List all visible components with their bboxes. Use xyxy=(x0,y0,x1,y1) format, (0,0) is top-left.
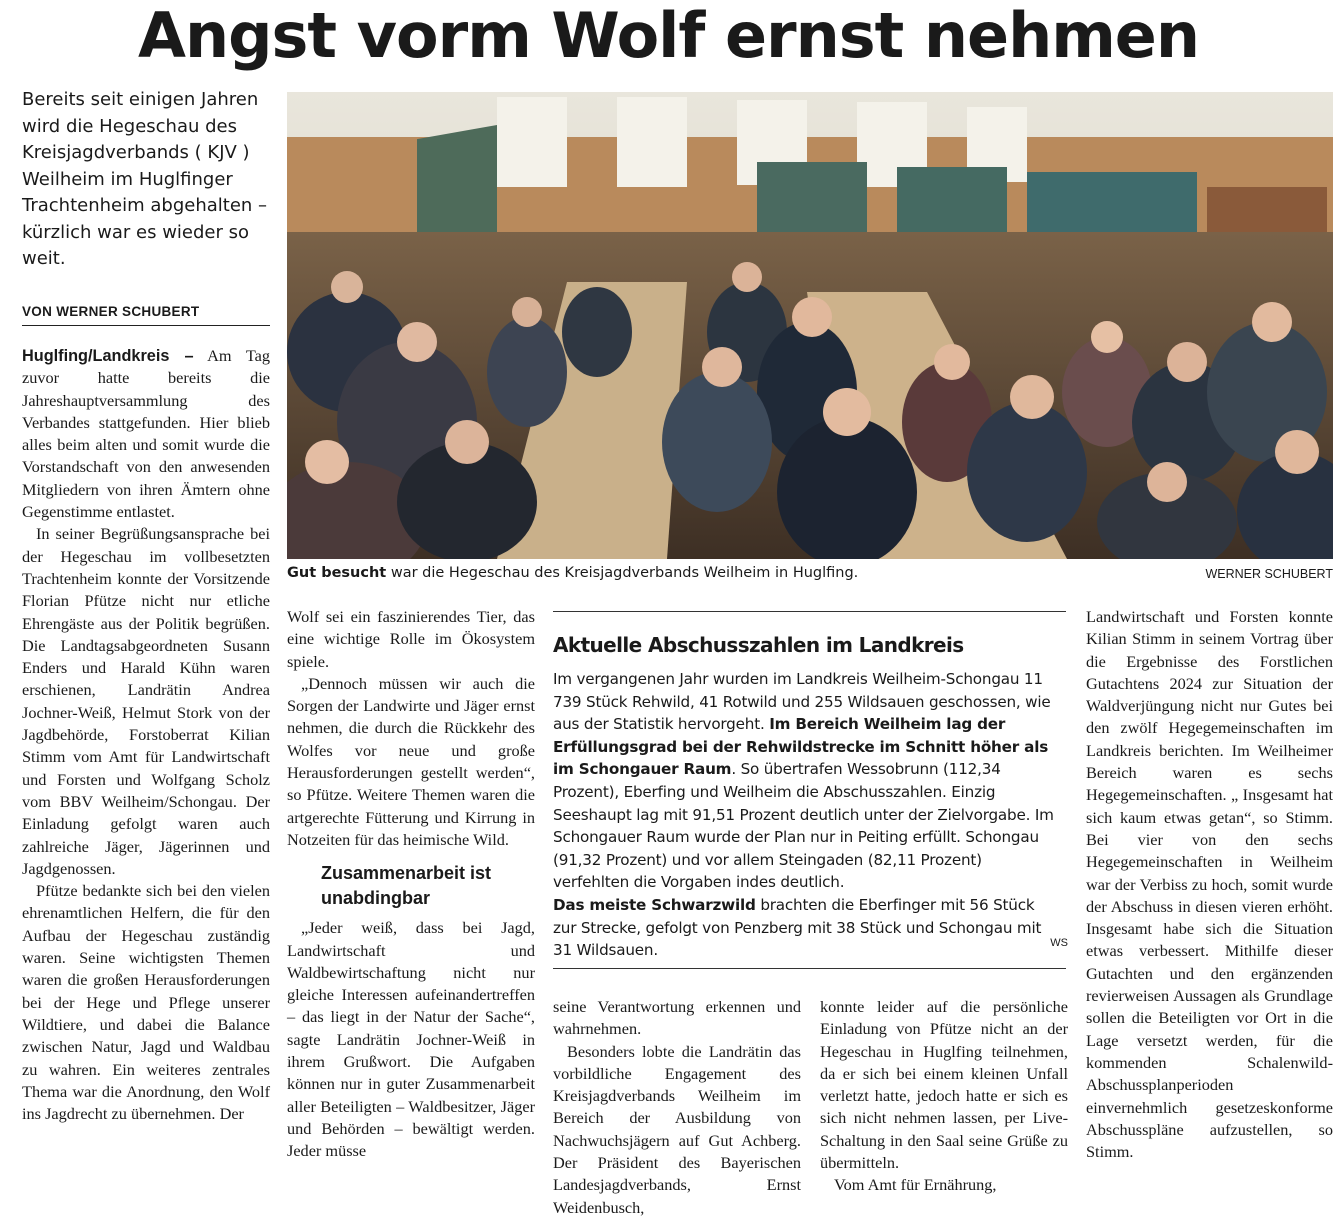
photo-credit: WERNER SCHUBERT xyxy=(1205,567,1333,581)
paragraph: Wolf sei ein faszinierendes Tier, das eine wichtige Rolle im Ökosystem spiele. xyxy=(287,607,535,671)
paragraph-text: Am Tag zuvor hatte bereits die Jahreshauptversammlung des Verbandes stattgefunden. Hier blieb alles beim alten und somit wurde die Vorstandschaft von den anwesenden Mitgliedern von ihren Ämtern ohne Gegenstimme entlastet. xyxy=(22,346,271,522)
infobox-text: Im vergangenen Jahr wurden im Landkreis Weilheim-Schongau 11 739 Stück Rehwild, 41 Rotwild und 255 Wildsauen geschossen, wie aus der Statistik hervorgeht. xyxy=(553,670,1051,734)
paragraph: konnte leider auf die persönliche Einladung von Pfütze nicht an der Hegeschau in Huglfing teilnehmen, da er sich bei einem kleinen Unfall verletzt hatte, jedoch hatte er sich es sich nicht nehmen lassen, per Live-Schaltung in den Saal seine Grüße zu übermitteln. xyxy=(820,997,1068,1173)
byline: VON WERNER SCHUBERT xyxy=(22,304,200,319)
column-2 xyxy=(287,606,535,1163)
infobox-text: . So übertrafen Wessobrunn (112,34 Prozent), Eberfing und Weilheim die Abschusszahlen. Einzig Seeshaupt lag mit 91,51 Prozent deutlich unter der Zielvorgabe. Im Schongauer Raum wurde der Plan nur in Peiting erfüllt. Schongau (91,32 Prozent) und vor allem Steingaden (82,11 Prozent) verfehlten die Vorgaben indes deutlich. xyxy=(553,760,1054,892)
paragraph: „Jeder weiß, dass bei Jagd, Landwirtschaft und Waldbewirtschaftung nicht nur gleiche Interessen aufeinandertreffen – das liegt in der Natur der Sache“, sagte Landrätin Jochner-Weiß in ihrem Grußwort. Die Aufgaben können nur in guter Zusammenarbeit aller Beteiligten – Waldbesitzer, Jäger und Behörden – bewältigt werden. Jeder müsse xyxy=(287,918,535,1161)
paragraph: Pfütze bedankte sich bei den vielen ehrenamtlichen Helfern, die für den Aufbau der Hegeschau zuständig waren. Seine wichtigsten Themen waren die großen Herausforderungen bei der Hege und Pflege unserer Wildtiere, und dabei die Balance zwischen Natur, Jagd und Waldbau zu wahren. Ein weiteres zentrales Thema war die Anordnung, den Wolf ins Jagdrecht zu übernehmen. Der xyxy=(22,881,270,1124)
dateline: Huglfing/Landkreis – xyxy=(22,347,194,365)
infobox-initials: WS xyxy=(1050,937,1068,949)
infobox-body xyxy=(553,668,1058,962)
subheading: Zusammenarbeit ist unabdingbar xyxy=(321,863,492,909)
byline-rule xyxy=(22,325,270,326)
headline: Angst vorm Wolf ernst nehmen xyxy=(138,0,1199,72)
infobox-title: Aktuelle Abschusszahlen im Landkreis xyxy=(553,633,964,657)
infobox-text: brachten die Eberfinger mit 56 Stück zur Strecke, gefolgt von Penzberg mit 38 Stück und Schongau mit 31 Wildsauen. xyxy=(553,895,1042,960)
paragraph: „Dennoch müssen wir auch die Sorgen der Landwirte und Jäger ernst nehmen, die durch die Rückkehr des Wolfes vor neue und große Herausforderungen gestellt werden“, so Pfütze. Weitere Themen waren die artgerechte Fütterung und Kirrung in Notzeiten für das heimische Wild. xyxy=(287,673,535,849)
infobox-bold-text: Im Bereich Weilheim lag der Erfüllungsgrad bei der Rehwildstrecke im Schnitt höher als im Schongauer Raum xyxy=(553,715,1049,779)
event-photo xyxy=(287,92,1333,559)
column-1 xyxy=(22,345,270,1125)
paragraph: Vom Amt für Ernährung, xyxy=(834,1175,997,1195)
column-3 xyxy=(553,996,801,1219)
infobox-bold-text: Das meiste Schwarzwild xyxy=(553,895,756,914)
column-4 xyxy=(820,996,1068,1197)
paragraph xyxy=(22,345,270,523)
paragraph: Besonders lobte die Landrätin das vorbildliche Engagement des Kreisjagdverbands Weilheim im Bereich der Ausbildung von Nachwuchsjägern auf Gut Achberg. Der Präsident des Bayerischen Landesjagdverbands, Ernst Weidenbusch, xyxy=(553,1041,801,1217)
article-lead: Bereits seit einigen Jahren wird die Hegeschau des Kreisjagdverbands ( KJV ) Weilheim im Huglfinger Trachtenheim abgehalten – kürzlich war es wieder so weit. xyxy=(22,89,268,269)
paragraph: seine Verantwortung erkennen und wahrnehmen. xyxy=(553,997,801,1039)
paragraph: Landwirtschaft und Forsten konnte Kilian Stimm in seinem Vortrag über die Ergebnisse des Forstlichen Gutachtens 2024 zur Situation der Waldverjüngung nicht nur Gutes bei den zwölf Hegegemeinschaften im Landkreis berichten. Im Weilheimer Bereich waren es sechs Hegegemeinschaften. „ Insgesamt hat sich kaum etwas getan“, so Stimm. Bei vier von den sechs Hegegemeinschaften in Weilheim war der Verbiss zu hoch, somit wurde der Abschuss in diesen vieren erhöht. Insgesamt habe sich die Situation etwas verbessert. Mithilfe dieser Gutachten und den ergänzenden revierweisen Aussagen als Grundlage sollen die Beteiligten vor Ort in die Lage versetzt werden, für die kommenden Schalenwild-Abschussplanperioden einvernehmlich gesetzeskonforme Abschusspläne aufzustellen, so Stimm. xyxy=(1086,607,1333,1162)
column-5 xyxy=(1086,606,1333,1163)
paragraph: In seiner Begrüßungsansprache bei der Hegeschau im vollbesetzten Trachtenheim konnte der Vorsitzende Florian Pfütze nicht nur etliche Ehrengäste aus der Politik begrüßen. Die Landtagsabgeordneten Susann Enders und Harald Kühn waren erschienen, Landrätin Andrea Jochner-Weiß, Helmut Stork von der Jagdbehörde, Forstoberrat Kilian Stimm vom Amt für Landwirtschaft und Forsten und Wolfgang Scholz vom BBV Weilheim/Schongau. Der Einladung gefolgt waren auch zahlreiche Jäger, Jägerinnen und Jagdgenossen. xyxy=(22,524,270,878)
caption-lead: Gut besucht xyxy=(287,565,387,581)
infobox-bottom-rule xyxy=(553,968,1066,969)
infobox-top-rule xyxy=(553,611,1066,612)
caption-text: war die Hegeschau des Kreisjagdverbands Weilheim in Huglfing. xyxy=(386,565,859,581)
